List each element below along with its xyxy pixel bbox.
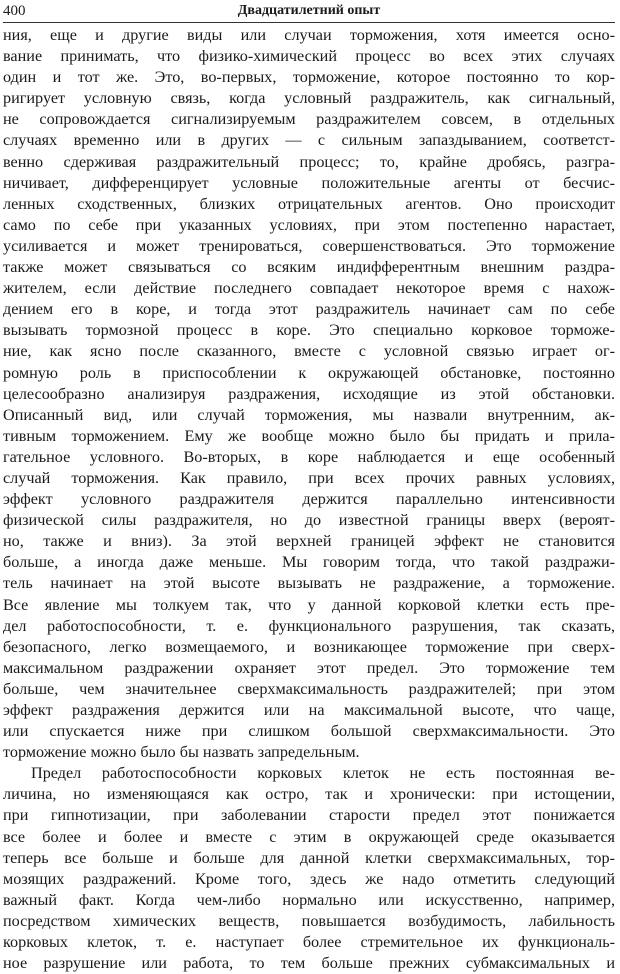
text-line: тивным торможением. Ему же вообще можно было бы придать и прила- — [3, 426, 615, 445]
body-text — [3, 25, 615, 974]
text-line: дением его в коре, и тогда этот раздражитель начинает сам по себе — [3, 300, 615, 319]
text-line: эффект раздражения держится или на максимальной высоте, что чаще, — [3, 701, 615, 719]
text-line: больше, чем значительнее сверхмаксимальность раздражителей; при этом — [3, 679, 615, 698]
text-line: вызывать тормозной процесс в коре. Это специально корковое торможе- — [3, 321, 615, 340]
text-line: мозящих раздражений. Кроме того, здесь же надо отметить следующий — [3, 869, 615, 888]
paragraph-start-line: Предел работоспособности корковых клеток не есть постоянная ве- — [31, 764, 615, 783]
text-line: усиливается и может тренироваться, совершенствоваться. Это торможение — [3, 236, 615, 255]
text-line: Описанный вид, или случай торможения, мы назвали внутренним, ак- — [3, 405, 615, 424]
text-line: эффект условного раздражителя держится параллельно интенсивности — [3, 490, 615, 509]
running-title: Двадцатилетний опыт — [237, 3, 381, 18]
text-line: один и тот же. Это, во-первых, торможение, которое постоянно то кор- — [3, 68, 615, 87]
header-rule — [3, 22, 615, 23]
text-line: ригирует условную связь, когда условный раздражитель, как сигнальный, — [3, 89, 615, 108]
text-line: вание принимать, что физико-химический процесс во всех этих случаях — [3, 47, 615, 66]
text-line: ное разрушение или работа, то тем больше прежних субмаксимальных и — [3, 954, 615, 973]
text-line: важный факт. Когда чем-либо нормально или искусственно, например, — [3, 890, 615, 909]
text-line: безопасного, легко возмещаемого, и возникающее торможение при сверх- — [3, 637, 615, 656]
text-line: больше, а иногда даже меньше. Мы говорим тогда, что такой раздражи- — [3, 553, 615, 572]
text-line: само по себе при указанных условиях, при этом постепенно нарастает, — [3, 215, 615, 234]
text-line: тель начинает на этой высоте вызывать не раздражение, а торможение. — [3, 574, 615, 593]
text-line: посредством химических веществ, повышается возбудимость, лабильность — [3, 911, 615, 930]
text-line: но, также и вниз). За этой верхней границей эффект не становится — [3, 532, 615, 551]
text-line: все более и более и вместе с этим в окружающей среде оказывается — [3, 827, 615, 846]
text-line: ромную роль в приспособлении к окружающей обстановке, постоянно — [3, 363, 615, 382]
page-number: 400 — [3, 3, 26, 19]
text-line: дел работоспособности, т. е. функционального разрушения, так сказать, — [3, 616, 615, 635]
text-line: физической силы раздражителя, но до известной границы вверх (вероят- — [3, 511, 615, 530]
text-line: максимальном раздражении охраняет этот предел. Это торможение тем — [3, 658, 615, 677]
text-line: ния, еще и другие виды или случаи торможения, хотя имеется осно- — [3, 26, 615, 44]
text-line: не сопровождается сигнализируемым раздражителем совсем, в отдельных — [3, 110, 615, 129]
text-line: при гипнотизации, при заболевании старости предел этот понижается — [3, 806, 615, 825]
page-header — [3, 2, 615, 22]
text-line: ние, как ясно после сказанного, вместе с условной связью играет ог- — [3, 342, 615, 361]
text-line: личина, но изменяющаяся как остро, так и хронически: при истощении, — [3, 785, 615, 804]
text-line: венно сдерживая раздражительный процесс; то, крайне дробясь, разгра- — [3, 152, 615, 171]
text-line: целесообразно анализируя раздражения, исходящие из этой обстановки. — [3, 384, 615, 403]
text-line: Все явление мы толкуем так, что у данной корковой клетки есть пре- — [3, 595, 615, 614]
text-line: ленных сходственных, близких отрицательных агентов. Оно происходит — [3, 194, 615, 213]
text-line: случаях временно или в других — с сильным запаздыванием, соответст- — [3, 131, 615, 150]
paragraph-end-line: торможение можно было бы назвать запредельным. — [3, 743, 360, 762]
text-line: теперь все больше и больше для данной клетки сверхмаксимальных, тор- — [3, 848, 615, 867]
text-line: ничивает, дифференцирует условные положительные агенты от бесчис- — [3, 173, 615, 192]
text-line: корковых клеток, т. е. наступает более стремительное их функциональ- — [3, 933, 615, 952]
text-line: или спускается ниже при слишком большой сверхмаксимальности. Это — [3, 722, 615, 741]
text-line: также может связываться со всяким индифферентным внешним раздра- — [3, 258, 615, 277]
text-line: гательное условного. Во-вторых, в коре наблюдается и еще особенный — [3, 447, 615, 466]
text-line: случай торможения. Как правило, при всех прочих равных условиях, — [3, 468, 615, 487]
text-line: жителем, если действие последнего совпадает некоторое время с нахож- — [3, 279, 615, 298]
